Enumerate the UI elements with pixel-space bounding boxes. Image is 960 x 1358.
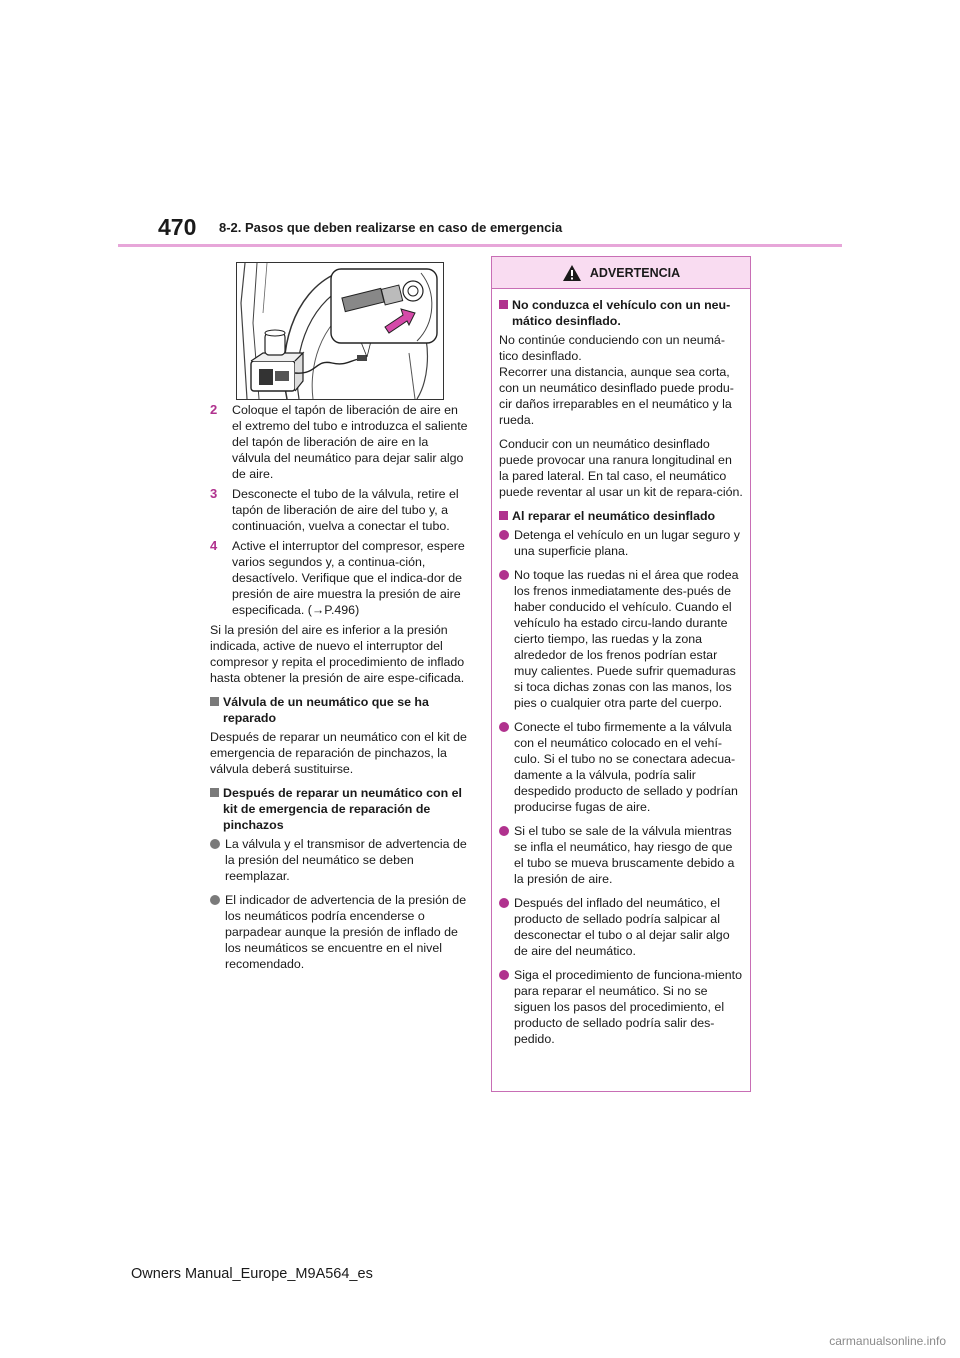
square-bullet-icon bbox=[210, 697, 219, 706]
list-item-text: Después del inflado del neumático, el producto de sellado podría salpicar al desconectar el tubo o al dejar salir algo de aire del neumático. bbox=[514, 896, 730, 958]
tire-repair-figure bbox=[236, 262, 444, 400]
step-text: Coloque el tapón de liberación de aire en el extremo del tubo e introduzca el saliente del tapón de liberación de aire en la válvula del neumático para dejar salir algo de aire. bbox=[232, 403, 468, 481]
valve-text: Después de reparar un neumático con el kit de emergencia de reparación de pinchazos, la válvula deberá sustituirse. bbox=[210, 730, 467, 776]
step-3 bbox=[210, 486, 468, 534]
section-heading-valve bbox=[210, 694, 468, 726]
pressure-note: Si la presión del aire es inferior a la presión indicada, active de nuevo el interruptor del compresor y repita el procedimiento de inflado hasta obtener la presión de aire espe-cificada. bbox=[210, 623, 465, 685]
round-bullet-icon bbox=[499, 826, 509, 836]
watermark[interactable]: carmanualsonline.info bbox=[829, 1334, 946, 1348]
section-heading-text: Al reparar el neumático desinflado bbox=[512, 509, 716, 523]
step-text: Desconecte el tubo de la válvula, retire el tapón de liberación de aire del tubo y, a continuación, vuelva a conectar el tubo. bbox=[232, 487, 459, 533]
step-2 bbox=[210, 402, 468, 482]
warning-section-heading bbox=[499, 297, 743, 329]
header-rule bbox=[118, 244, 842, 247]
round-bullet-icon bbox=[210, 895, 220, 905]
footer-text: Owners Manual_Europe_M9A564_es bbox=[131, 1266, 373, 1282]
round-bullet-icon bbox=[499, 530, 509, 540]
chapter-title: 8-2. Pasos que deben realizarse en caso de emergencia bbox=[219, 220, 563, 235]
warning-header bbox=[492, 257, 750, 289]
round-bullet-icon bbox=[499, 970, 509, 980]
list-item bbox=[499, 719, 743, 815]
step-number: 2 bbox=[210, 402, 218, 417]
square-bullet-icon bbox=[210, 788, 219, 797]
tire-repair-illustration bbox=[237, 263, 443, 399]
square-bullet-icon bbox=[499, 300, 508, 309]
round-bullet-icon bbox=[210, 839, 220, 849]
warning-paragraph: Conducir con un neumático desinflado puede provocar una ranura longitudinal en la pared lateral. En tal caso, el neumático puede reventar al usar un kit de repara-ción. bbox=[499, 437, 743, 499]
list-item-text: El indicador de advertencia de la presión de los neumáticos podría encenderse o parpadear aunque la presión de inflado de los neumáticos se encuentre en el nivel recomendado. bbox=[225, 893, 467, 971]
warning-paragraph: No continúe conduciendo con un neumá-tico desinflado. Recorrer una distancia, aunque sea corta, con un neumático desinflado puede produ-cir daños irreparables en el neumático y la rueda. bbox=[499, 333, 734, 427]
list-item-text: No toque las ruedas ni el área que rodea los frenos inmediatamente des-pués de haber conducido el vehículo. Cuando el vehículo ha estado circu-lando durante cierto tiempo, las ruedas y la zona alrededor de los frenos podrían estar muy calientes. Puede sufrir quemaduras si toca dichas zonas con las manos, los pies o cualquier otra parte del cuerpo. bbox=[514, 568, 739, 710]
list-item-text: Detenga el vehículo en un lugar seguro y una superficie plana. bbox=[514, 528, 740, 558]
list-item bbox=[210, 836, 468, 884]
round-bullet-icon bbox=[499, 570, 509, 580]
page-number: 470 bbox=[158, 214, 197, 240]
step-4 bbox=[210, 538, 468, 618]
list-item-text: Conecte el tubo firmemente a la válvula con el neumático colocado en el vehí-culo. Si el tubo no se conectara adecua-damente a la válvula, podría salir despedido producto de sellado y podrían producirse fugas de aire. bbox=[514, 720, 738, 814]
list-item-text: La válvula y el transmisor de advertencia de la presión del neumático se deben reemplazar. bbox=[225, 837, 467, 883]
round-bullet-icon bbox=[499, 898, 509, 908]
list-item bbox=[499, 967, 743, 1047]
warning-body bbox=[492, 289, 750, 1047]
round-bullet-icon bbox=[499, 722, 509, 732]
list-item bbox=[499, 895, 743, 959]
section-heading-after-repair bbox=[210, 785, 468, 833]
list-item bbox=[499, 823, 743, 887]
list-item-text: Si el tubo se sale de la válvula mientras se infla el neumático, hay riesgo de que el tubo se mueva bruscamente debido a la presión de aire. bbox=[514, 824, 735, 886]
step-number: 4 bbox=[210, 538, 218, 553]
step-text: Active el interruptor del compresor, espere varios segundos y, a continua-ción, desactívelo. Verifique que el indica-dor de presión de aire muestra la presión de aire especificada. (→P.496) bbox=[232, 539, 465, 617]
left-column bbox=[210, 402, 468, 980]
list-item bbox=[499, 567, 743, 711]
section-heading-text: No conduzca el vehículo con un neu-mático desinflado. bbox=[512, 298, 731, 328]
warning-section-heading bbox=[499, 508, 743, 524]
list-item bbox=[499, 527, 743, 559]
step-number: 3 bbox=[210, 486, 218, 501]
section-heading-text: Válvula de un neumático que se ha reparado bbox=[223, 695, 429, 725]
square-bullet-icon bbox=[499, 511, 508, 520]
warning-triangle-icon bbox=[562, 264, 582, 282]
warning-box bbox=[491, 256, 751, 1092]
warning-title: ADVERTENCIA bbox=[589, 265, 681, 280]
list-item bbox=[210, 892, 468, 972]
list-item-text: Siga el procedimiento de funciona-miento para reparar el neumático. Si no se siguen los pasos del procedimiento, el producto de sellado podría salir des-pedido. bbox=[514, 968, 742, 1046]
section-heading-text: Después de reparar un neumático con el kit de emergencia de reparación de pinchazos bbox=[223, 786, 462, 832]
